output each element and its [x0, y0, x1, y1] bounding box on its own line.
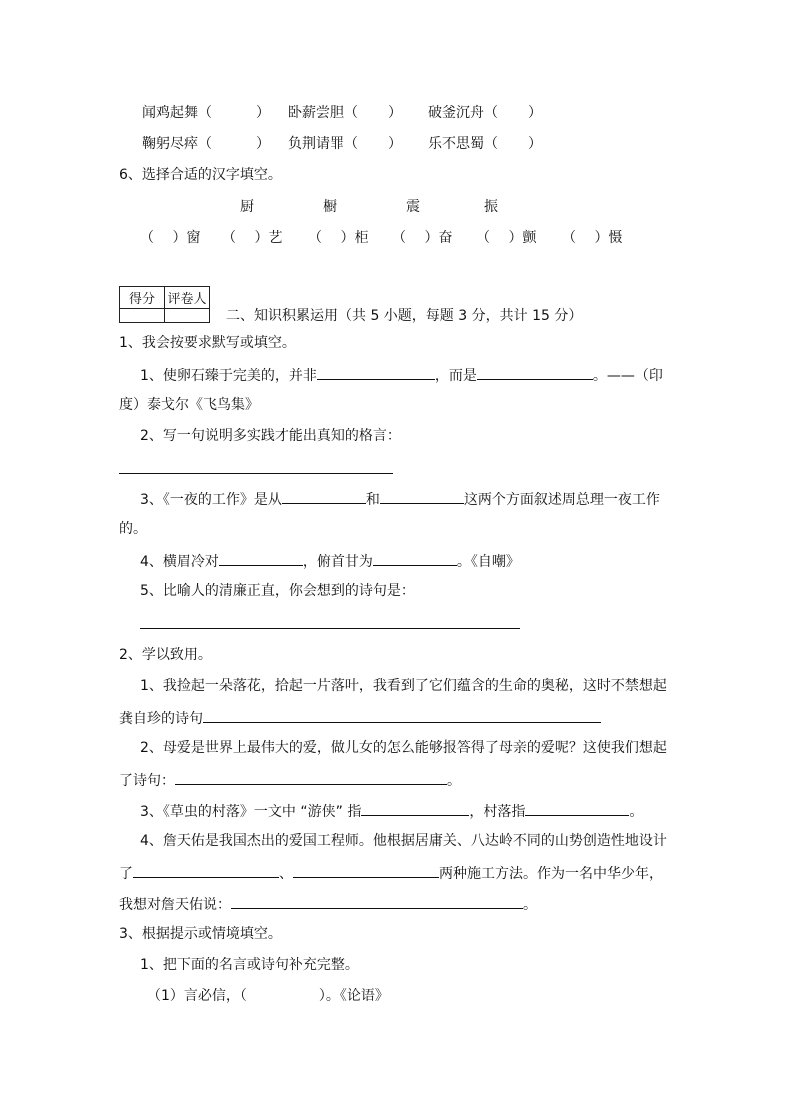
- q6-char-1: 厨: [240, 199, 254, 215]
- part1-q5-answer-line[interactable]: [140, 628, 520, 629]
- part1-q2-answer-line[interactable]: [119, 473, 393, 474]
- grader-cell[interactable]: [165, 309, 210, 323]
- section-2-title: 二、知识积累运用（共 5 小题，每题 3 分，共计 15 分）: [226, 308, 583, 324]
- idiom-2: 卧薪尝胆（: [288, 105, 358, 121]
- q6-item-3: （ ）柜: [308, 230, 369, 246]
- part3-item-1: （1）言必信，（ ）。《论语》: [147, 988, 389, 1004]
- idiom-5: 负荆请罪（: [288, 136, 358, 152]
- part2-q1-blank[interactable]: [203, 707, 601, 723]
- part2-q2: 2、母爱是世界上最伟大的爱，做儿女的怎么能够报答得了母亲的爱呢？这使我们想起: [140, 740, 667, 756]
- part1-q1: 1、使卵石臻于完美的，并非 ，而是 。——（印: [140, 364, 663, 386]
- part2-q1: 1、我捡起一朵落花，拾起一片落叶，我看到了它们蕴含的生命的奥秘，这时不禁想起: [140, 678, 667, 694]
- q6-char-2: 橱: [323, 199, 337, 215]
- grader-label: 评卷人: [165, 287, 210, 309]
- part2-q1-cont: 龚自珍的诗句: [119, 707, 601, 729]
- part1-q3: 3、《一夜的工作》是从 和 这两个方面叙述周总理一夜工作: [140, 488, 660, 510]
- part1-q3-blank-1[interactable]: [282, 488, 366, 504]
- score-cell[interactable]: [120, 309, 165, 323]
- part2-title: 2、学以致用。: [119, 647, 212, 663]
- part1-q1-source: 度）泰戈尔《飞鸟集》: [119, 397, 259, 413]
- q6-char-3: 震: [406, 199, 420, 215]
- idiom-6: 乐不思蜀（: [428, 136, 498, 152]
- q6-item-5: （ ）颤: [476, 230, 537, 246]
- idiom-row-1b: 卧薪尝胆（ ）: [288, 105, 402, 121]
- q6-item-2: （ ）艺: [222, 230, 283, 246]
- part1-q2: 2、写一句说明多实践才能出真知的格言：: [140, 428, 401, 444]
- part2-q3-blank-1[interactable]: [361, 800, 469, 816]
- score-label: 得分: [120, 287, 165, 309]
- idiom-4: 鞠躬尽瘁（: [142, 136, 212, 152]
- idiom-1: 闻鸡起舞（: [142, 105, 212, 121]
- part1-q4-blank-2[interactable]: [373, 550, 457, 566]
- part3-title: 3、根据提示或情境填空。: [119, 926, 282, 942]
- part1-q4-blank-1[interactable]: [219, 550, 303, 566]
- part2-q4-cont: 了 、 两种施工方法。作为一名中华少年，: [119, 862, 663, 884]
- q6-item-4: （ ）奋: [392, 230, 453, 246]
- part2-q2-blank[interactable]: [175, 769, 447, 785]
- idiom-row-2: 鞠躬尽瘁（ ）: [142, 136, 270, 152]
- part2-q2-cont: 了诗句： 。: [119, 769, 461, 791]
- part2-q4: 4、詹天佑是我国杰出的爱国工程师。他根据居庸关、八达岭不同的山势创造性地设计: [140, 833, 667, 849]
- part2-q3: 3、《草虫的村落》一文中 “游侠” 指 ，村落指 。: [140, 800, 643, 822]
- part2-q4-blank-3[interactable]: [231, 893, 523, 909]
- part2-q4-end: 我想对詹天佑说： 。: [119, 893, 537, 915]
- idiom-row-2b: 负荆请罪（ ）: [288, 136, 402, 152]
- part2-q4-blank-1[interactable]: [133, 862, 279, 878]
- part2-q4-blank-2[interactable]: [293, 862, 439, 878]
- part1-q1-blank-1[interactable]: [317, 364, 435, 380]
- part3-q1: 1、把下面的名言或诗句补充完整。: [140, 957, 359, 973]
- idiom-row-2c: 乐不思蜀（ ）: [428, 136, 542, 152]
- part1-q1-blank-2[interactable]: [477, 364, 593, 380]
- part1-q4: 4、横眉冷对 ，俯首甘为 。《自嘲》: [140, 550, 520, 572]
- part1-q3-blank-2[interactable]: [380, 488, 464, 504]
- idiom-row-1c: 破釜沉舟（ ）: [428, 105, 542, 121]
- part2-q3-blank-2[interactable]: [525, 800, 629, 816]
- score-box: [119, 286, 210, 323]
- part1-title: 1、我会按要求默写或填空。: [119, 335, 296, 351]
- q6-item-1: （ ）窗: [140, 230, 201, 246]
- idiom-3: 破釜沉舟（: [428, 105, 498, 121]
- part1-q3-end: 的。: [119, 521, 147, 537]
- q6-title: 6、选择合适的汉字填空。: [119, 167, 282, 183]
- part1-q5: 5、比喻人的清廉正直，你会想到的诗句是：: [140, 583, 415, 599]
- idiom-row-1: 闻鸡起舞（ ）: [142, 105, 270, 121]
- q6-item-6: （ ）慑: [562, 230, 623, 246]
- q6-char-4: 振: [484, 199, 498, 215]
